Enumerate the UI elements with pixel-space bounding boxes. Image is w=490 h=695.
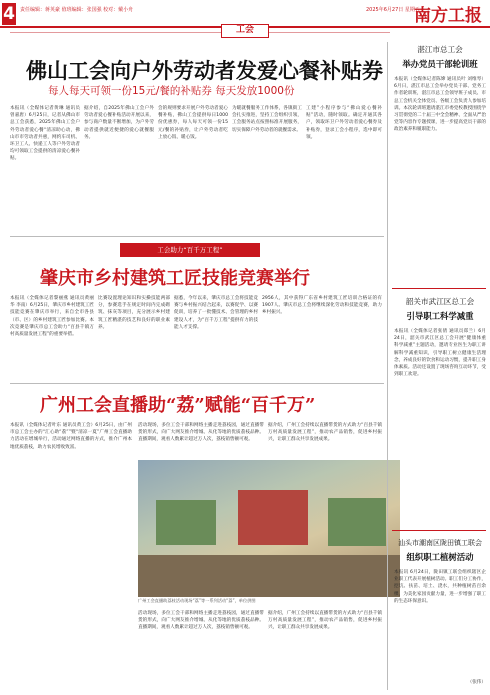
- right-story-1: [390, 44, 490, 261]
- right-story-2: [390, 296, 490, 518]
- right-story-3: [390, 538, 490, 686]
- article1-subtitle: 每人每天可领一份15元/餐的补贴券 每天发放1000份: [48, 85, 295, 97]
- issue-date: 2025年6月27日 星期五: [366, 7, 420, 13]
- article3-title: 广州工会直播助“荔”赋能“百千万”: [40, 395, 316, 416]
- news-photo: [138, 460, 400, 597]
- right3-source: （张伟）: [467, 680, 486, 685]
- page-number: 4: [3, 4, 15, 24]
- right3-title-line1: 汕头市潮南区陇田镇工联会: [398, 539, 482, 547]
- newspaper-logo: 南方工报: [414, 6, 482, 26]
- article2-col4: 2956人，其中获得广东省乡村建筑工匠培训合格证的有1907人。肇庆市总工会将继续深化劳动和技能竞赛，助力乡村振兴。: [262, 296, 382, 316]
- article1-col5: 工建”小程序参与“佛山爱心餐补贴”活动，随时领取。确定开通其各户，领取环卫户外劳动者爱心餐券及补贴券，登录工会小程序，选中即可领。: [306, 106, 382, 140]
- photo-booth-center: [238, 490, 308, 545]
- article2-col1: 本报讯（全媒体记者黎丽燕 通讯员黄丽华 李南）6月25日，肇庆市乡村建筑工匠技能竞赛在肇庆市举行，来自全市各县（市、区）的乡村建筑工匠参加比赛。本次竞赛是肇庆市总工会助力“百县千镇万村高质量发展工程”的重要举措。: [10, 296, 94, 338]
- right1-title-line2: 举办党员干部轮训班: [402, 59, 478, 69]
- article3-col1: 本报讯（全媒体记者叶东 通讯员黄工会）6月25日，由广州市总工会主办的“汇心助“荔””暨“清凉一夏”广州工会直播助力活动在增城举行，活动通过网络直播的方式，推介广州本地优质荔枝，助力农民增收致富。: [10, 423, 132, 450]
- right-divider-1: [392, 288, 486, 289]
- photo-booth-left: [156, 500, 216, 545]
- article3-col3: 据介绍，广州工会持续以直播带货的方式助力“百县千镇万村高质量发展工程”，推动农产品销售，促进乡村振兴，让职工群众共享发展成果。: [268, 423, 382, 443]
- article2-col2: 比赛设置理论知识和实操技能两部分，参赛选手在规定时间内完成砌筑、抹灰等项目，充分展示乡村建筑工匠精湛的技艺和良好的职业素养。: [98, 296, 170, 330]
- right3-body: 本报讯 6月24日，陇田镇工联会组织辖区企业职工代表开展植树活动。职工们分工协作，挖坑、扶苗、培土、浇水，共种植树苗百余棵，为美化家园贡献力量，进一步增强了职工的生态环保意识。: [394, 570, 486, 604]
- right-divider-2: [392, 530, 486, 531]
- article1-title: 佛山工会向户外劳动者发爱心餐补贴券: [26, 58, 383, 83]
- article1-col1: 本报讯（全媒体记者黄琳 通讯员曾嘉唐）6月25日，记者从佛山市总工会获悉，2025年佛山工会户外劳动者爱心餐“清凉助心动，佛山市市劳动者共惠，网约车司机、环卫工人、快递工人等户外劳动者均可领取工会提供的清凉爱心餐补贴。: [10, 106, 80, 162]
- right-column-divider: [387, 42, 388, 690]
- article1-col3: 会的规则要求开展户外劳动者爱心餐补贴，佛山工会提供每日1000份优惠券，每人每天可领一份15元/餐的补贴券，让户外劳动者吃上放心饭、暖心饭。: [158, 106, 228, 140]
- deco-line: [10, 32, 390, 33]
- article1-col2: 据介绍，自2025年佛山工会户外劳动者爱心餐补贴活动开展以来，参与商户数量不断增加，为户外劳动者提供就近便捷的爱心就餐服务。: [84, 106, 154, 140]
- editor-info: 责任编辑：蒋英豪 值班编辑：张国强 校对：戴小舟: [20, 7, 134, 13]
- right2-body: 本报讯（全媒体记者张倩 通讯员郑兰）6月24日，韶关市武江区总工会开展“健康体重 科学减重”主题活动，邀请专业医生为职工讲解科学减重知识，引导职工树立健康生活理念，养成良好的饮食和运动习惯，提升职工身体素质。活动还设置了现场咨询互动环节，受到职工欢迎。: [394, 329, 486, 378]
- article2-col3: 据悉，今年以来，肇庆市总工会将技能竞赛与乡村振兴结合起来，以赛促学、以赛促训，培养了一批懂技术、会管理的乡村建设人才，为“百千万工程”提供有力的技能人才支撑。: [174, 296, 258, 330]
- article3-col2: 活动现场，多位工会干部和网络主播走进荔枝园，通过直播带货的形式，向广大网友推介增城、从化等地的优质荔枝品种。直播期间，观看人数累计超过万人次，荔枝销售额可观。: [138, 423, 264, 443]
- right3-title-line2: 组织职工植树活动: [406, 552, 474, 562]
- article1-col4: 为暖就餐服务工作体系，各镇街工会扎实推进，坚持工会组织引领，工会服务站点按照标准开展服务，切实保障户外劳动者的就餐需求。: [232, 106, 302, 133]
- topic-banner: 工会助力“百千万工程”: [120, 243, 260, 257]
- article3-col3-cont: 据介绍，广州工会持续以直播带货的方式助力“百县千镇万村高质量发展工程”，推动农产品销售，促进乡村振兴，让职工群众共享发展成果。: [268, 611, 382, 631]
- right1-title-line1: 湛江市总工会: [417, 45, 463, 54]
- photo-caption: 广州工会直播助荔枝活动现场“荔”等一系列活动“荔”，单位供图: [138, 598, 256, 603]
- article2-divider: [10, 383, 384, 384]
- right2-title-line1: 韶关市武江区总工会: [405, 297, 475, 306]
- photo-ground: [138, 555, 400, 597]
- photo-booth-right: [328, 498, 386, 546]
- page-header: [0, 0, 490, 38]
- right1-body: 本报讯（全媒体记者陈嫦 通讯员叶 刘维琴）6月日，湛江市总工会举办党员干部、党务工作者轮训班，湛江市总工会领导班子成员、市总工会机关全体党员、各级工会负责人参加培训。本次轮训班邀请湛江市委党校教授围绕学习贯彻党的二十届三中全会精神、全面从严治党等内容作专题授课，进一步提高党员干部的政治素养和履职能力。: [394, 77, 486, 133]
- article3-col2-cont: 活动现场，多位工会干部和网络主播走进荔枝园，通过直播带货的形式，向广大网友推介增城、从化等地的优质荔枝品种。直播期间，观看人数累计超过万人次，荔枝销售额可观。: [138, 611, 264, 631]
- right2-title-line2: 引导职工科学减重: [406, 311, 474, 321]
- section-label: 工会: [221, 24, 269, 38]
- article1-divider: [10, 236, 384, 237]
- article2-title: 肇庆市乡村建筑工匠技能竞赛举行: [40, 268, 310, 289]
